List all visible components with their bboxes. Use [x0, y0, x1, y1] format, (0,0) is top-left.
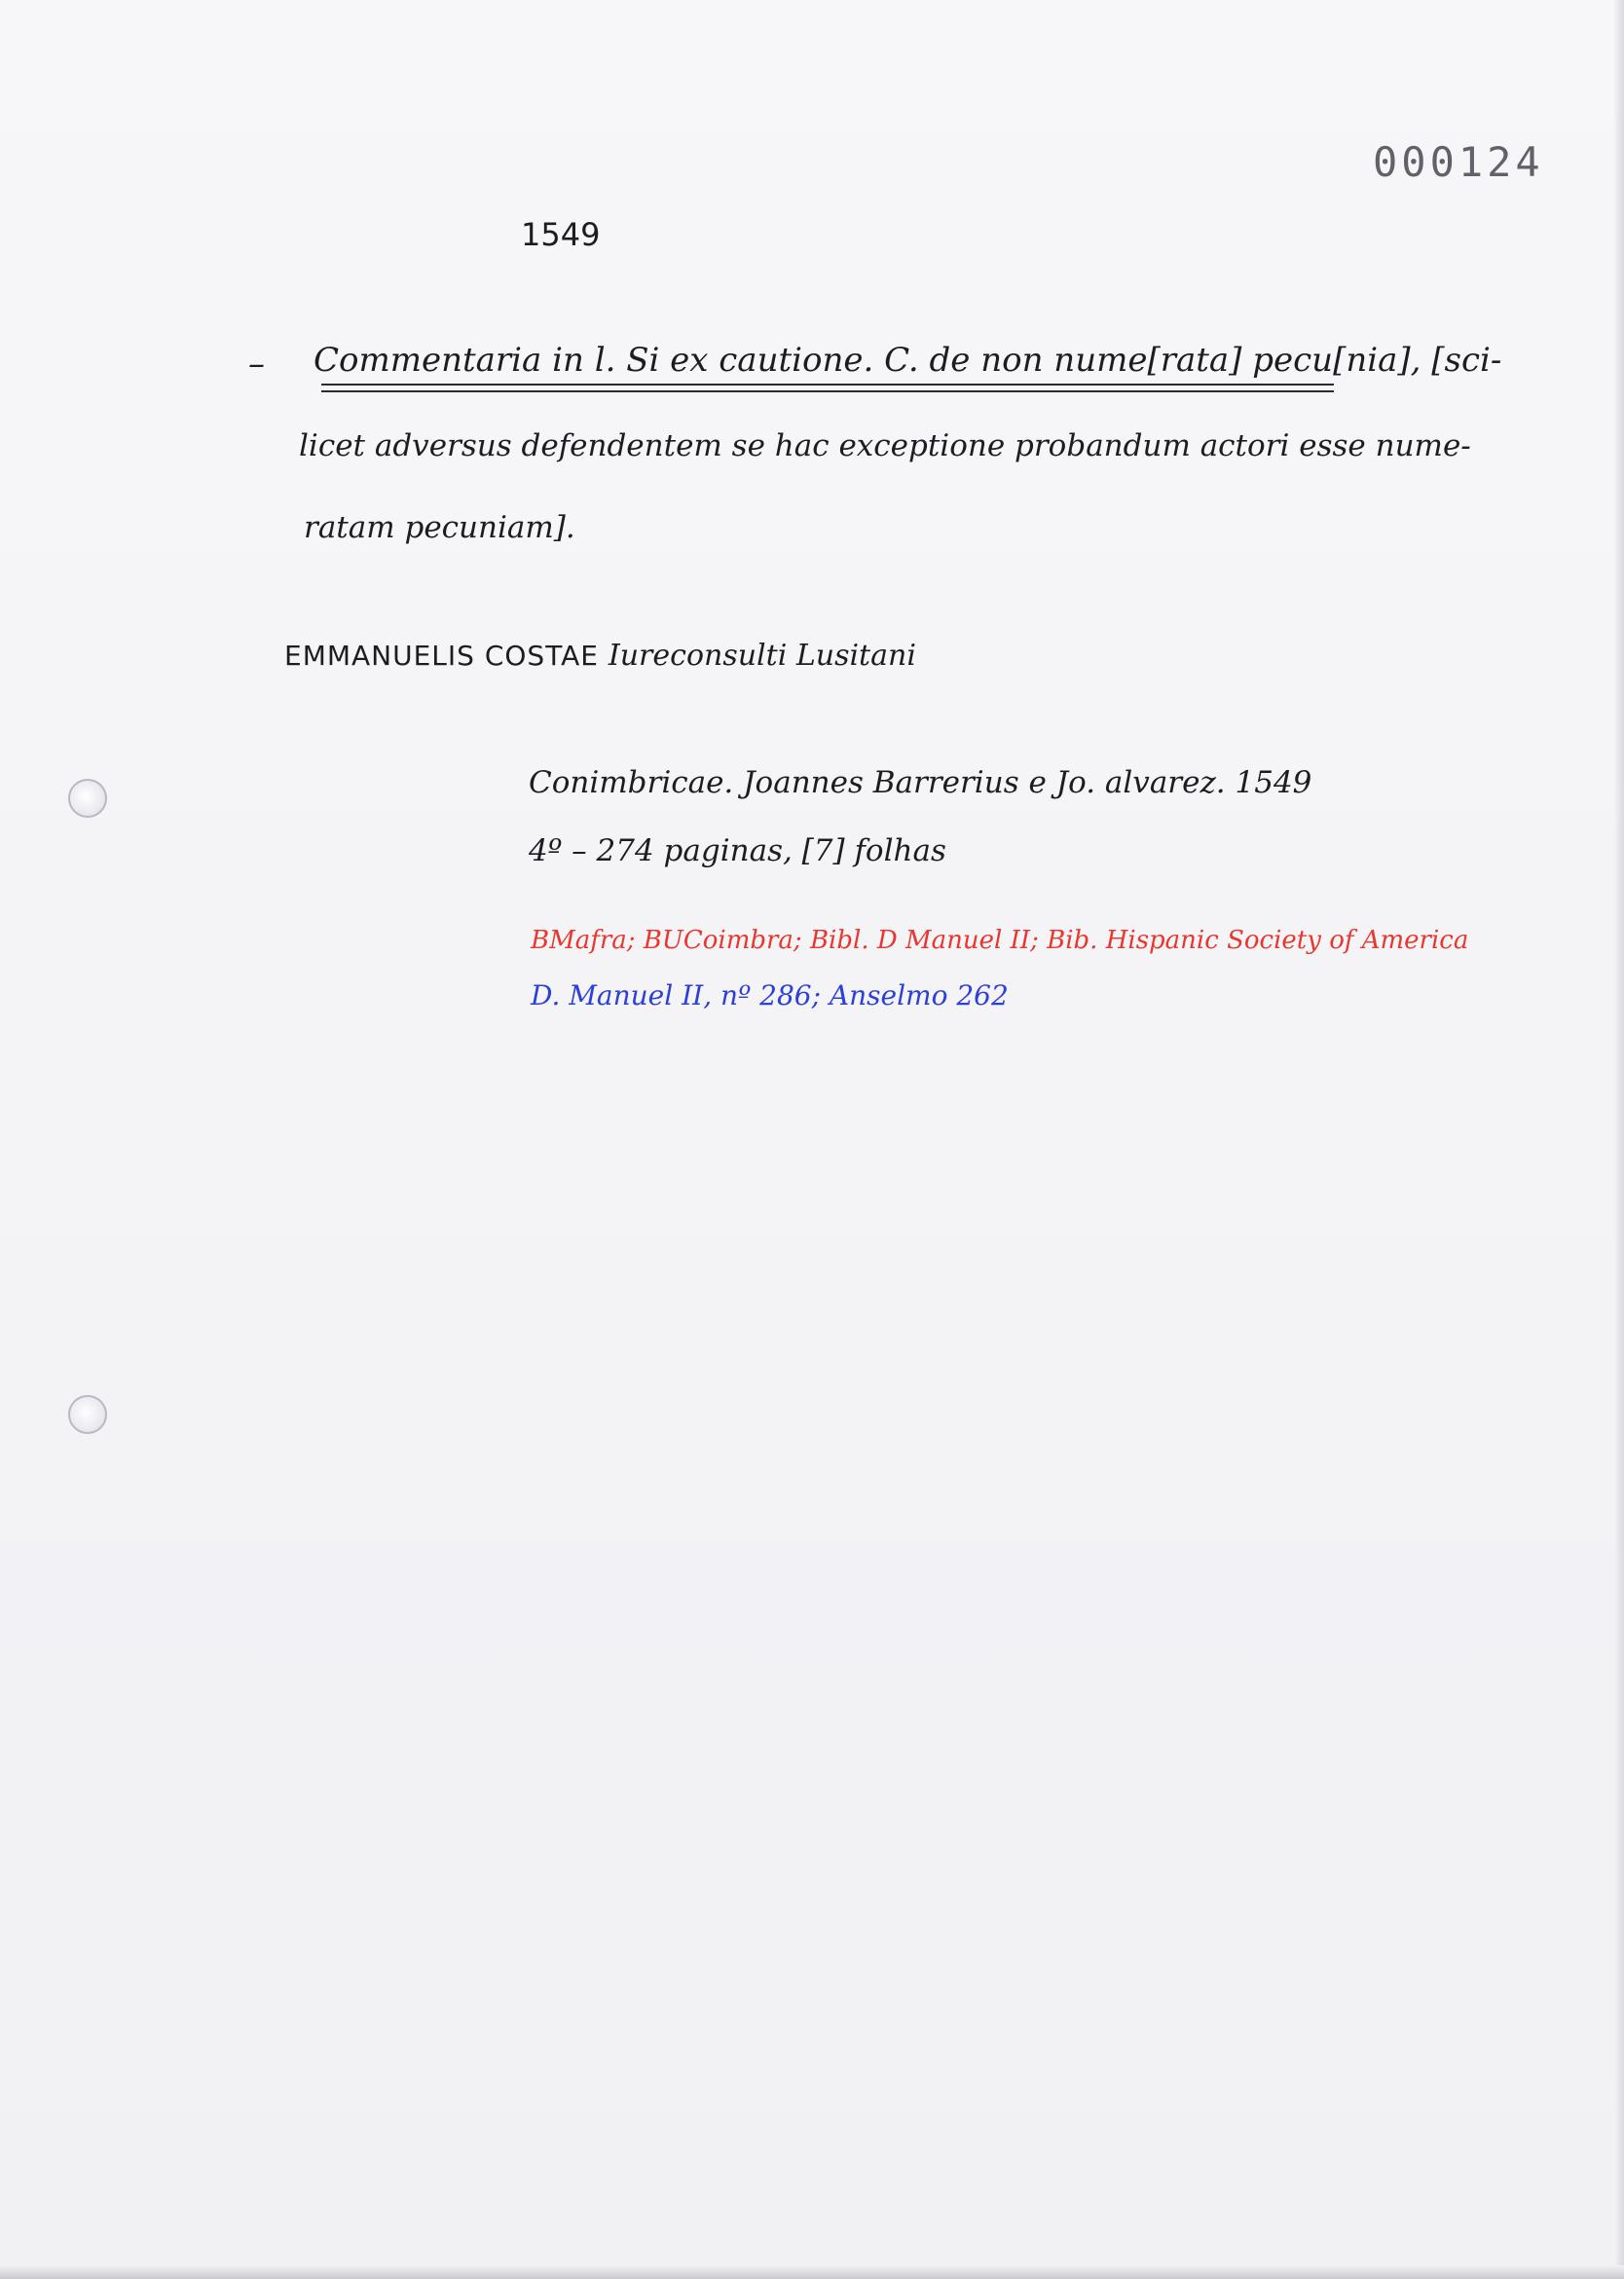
punch-hole-top	[68, 779, 107, 818]
author-line	[284, 639, 916, 673]
page-edge-bottom	[0, 2265, 1624, 2279]
imprint-line: Conimbricae. Joannes Barrerius e Jo. alvarez. 1549	[529, 765, 1312, 800]
title-underline	[321, 384, 1334, 386]
title-underline-double	[321, 390, 1334, 392]
libraries-line: BMafra; BUCoimbra; Bibl. D Manuel II; Bib. Hispanic Society of America	[531, 926, 1469, 955]
author-title: Iureconsulti Lusitani	[608, 639, 916, 673]
title-line-1: Commentaria in l. Si ex cautione. C. de non nume[rata] pecu[nia], [sci-	[314, 341, 1502, 380]
punch-hole-bottom	[68, 1395, 107, 1434]
author-name-caps: EMMANUELIS COSTAE	[284, 640, 599, 672]
stamp-number: 000124	[1373, 138, 1544, 186]
entry-dash: –	[248, 345, 265, 384]
format-line: 4º – 274 paginas, [7] folhas	[529, 833, 946, 868]
title-line-2: licet adversus defendentem se hac exceptione probandum actori esse nume-	[299, 428, 1471, 463]
references-line: D. Manuel II, nº 286; Anselmo 262	[531, 979, 1009, 1011]
page-edge-right	[1614, 0, 1624, 2279]
title-line-3: ratam pecuniam].	[304, 510, 575, 545]
year-heading: 1549	[521, 216, 601, 253]
